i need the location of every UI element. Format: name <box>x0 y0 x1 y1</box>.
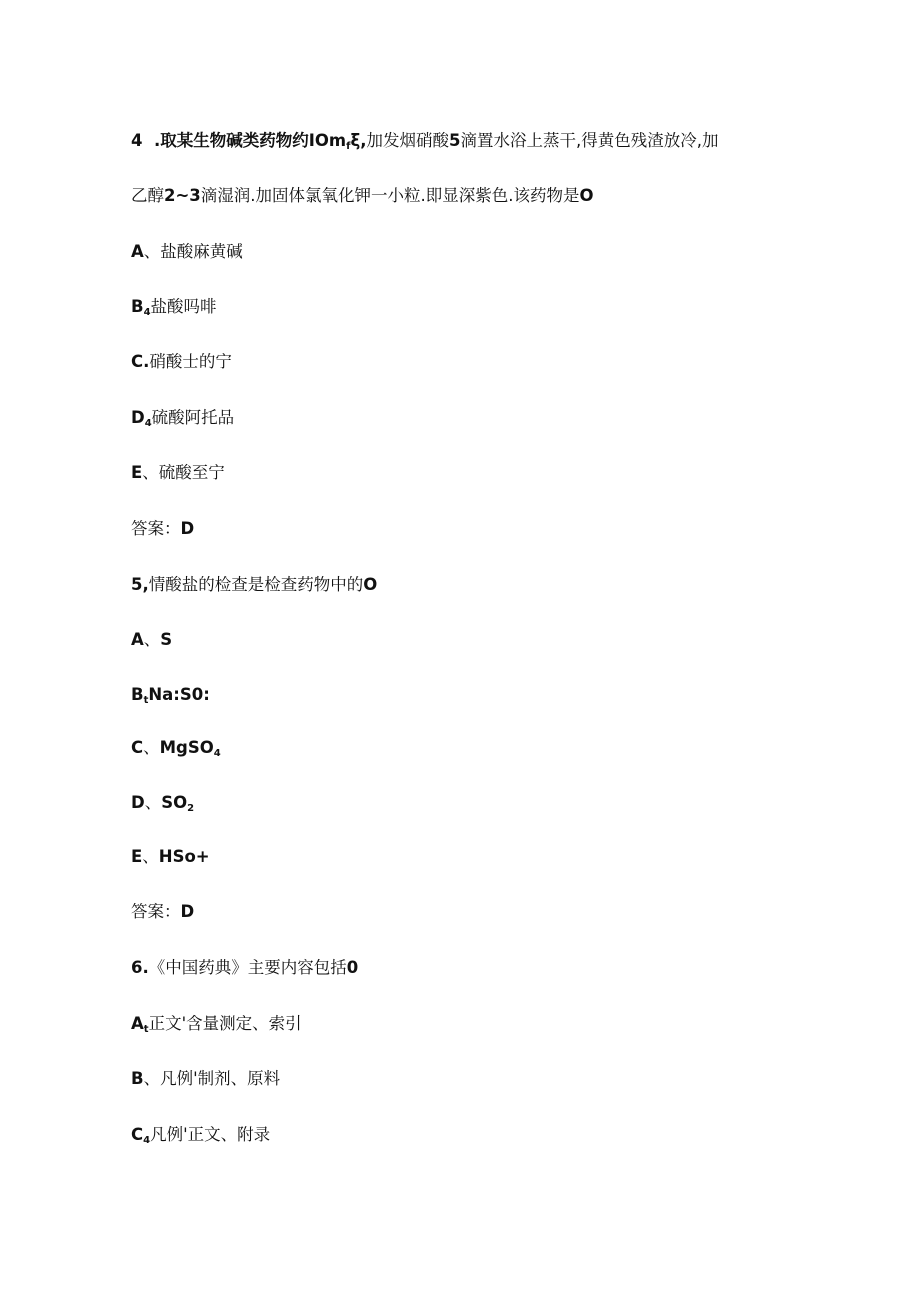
q5-option-c: C、MgSO$_4$ <box>131 738 221 759</box>
q5-option-b: $B_tNa:S0$: <box>131 685 210 706</box>
q5-option-e: E、HSo+ <box>131 847 210 866</box>
q4-option-d: $D_4$硫酸阿托品 <box>131 408 235 429</box>
q5-option-a: A、S <box>131 630 173 649</box>
q5-stem: 5,情酸盐的检查是检查药物中的O <box>131 575 378 594</box>
q6-option-c: $C_4$凡例'正文、附录 <box>131 1125 271 1146</box>
q6-stem: 6.《中国药典》主要内容包括0 <box>131 958 359 977</box>
q6-option-a: $A_t$正文'含量测定、索引 <box>131 1014 302 1035</box>
q6-number: 6. <box>131 958 149 977</box>
q5-number: 5, <box>131 575 149 594</box>
q4-option-b: $B_4$盐酸吗啡 <box>131 297 217 318</box>
q5-option-d: D、$SO_2$ <box>131 793 195 814</box>
q6-option-b: B、凡例'制剂、原料 <box>131 1069 281 1088</box>
q4-option-e: E、硫酸至宁 <box>131 463 225 482</box>
q4-answer: 答案：D <box>131 519 195 538</box>
q4-number: 4 <box>131 131 143 150</box>
q5-answer: 答案：D <box>131 902 195 921</box>
q4-option-a: A、盐酸麻黄碱 <box>131 242 243 261</box>
q4-stem-line2: 乙醇2~3滴湿润.加固体氯氧化钾一小粒.即显深紫色.该药物是O <box>131 186 594 205</box>
q4-option-c: C.硝酸士的宁 <box>131 352 232 371</box>
q4-stem-line1: 4 .取某生物碱类药物约IOm$_f$ξ,加发烟硝酸5滴置水浴上蒸干,得黄色残渣放冷,加 <box>131 131 719 152</box>
